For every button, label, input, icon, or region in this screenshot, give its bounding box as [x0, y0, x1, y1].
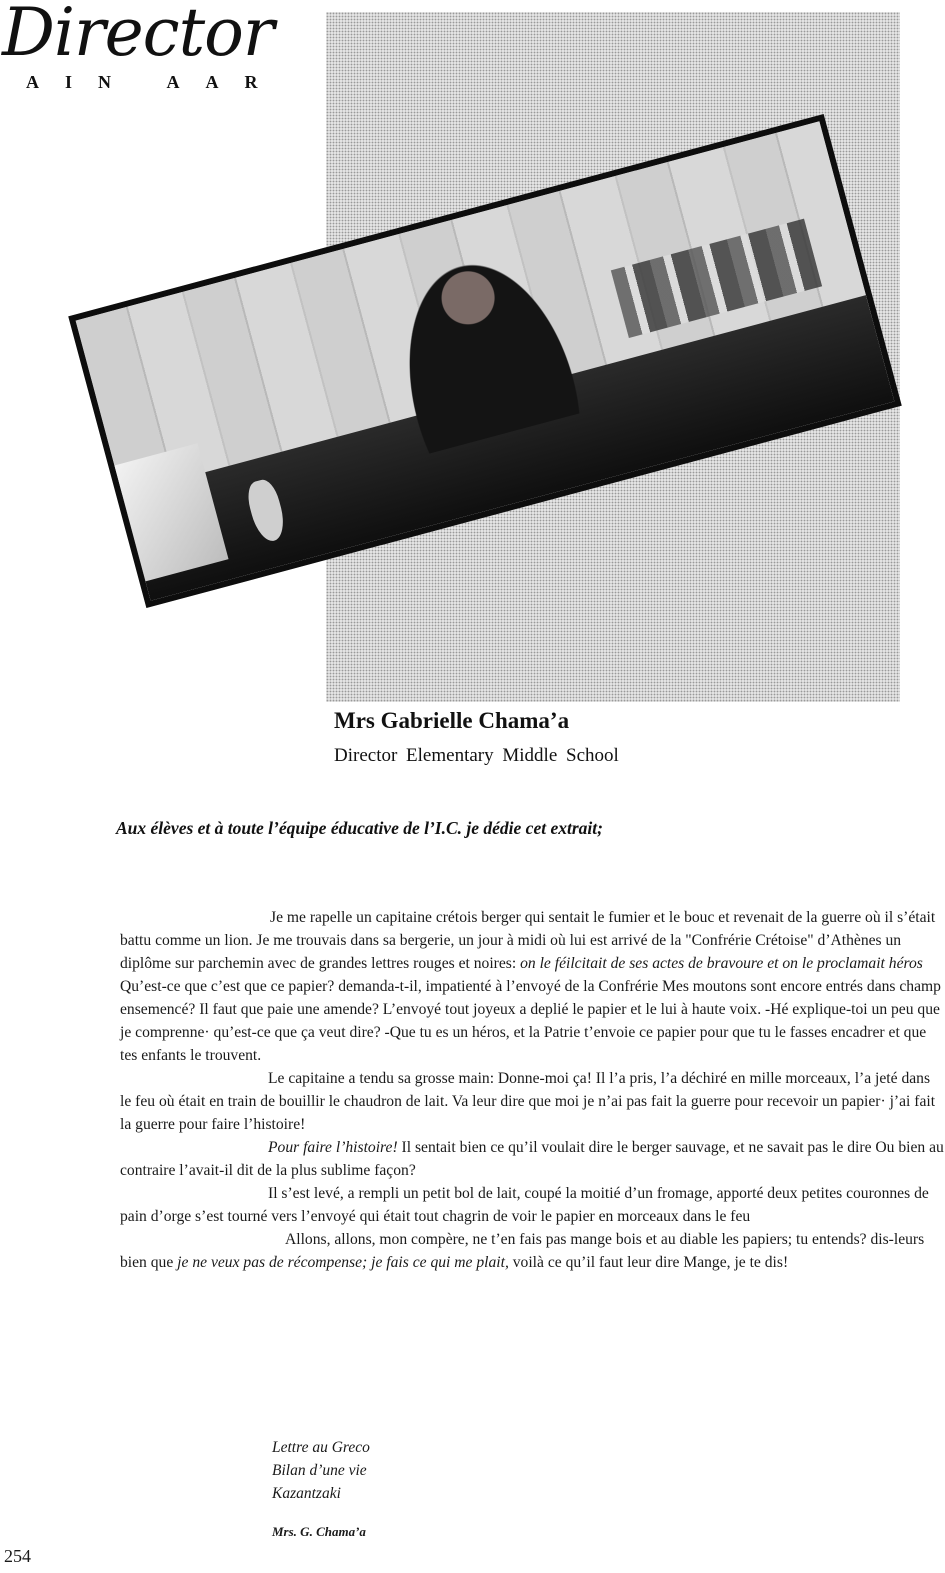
page-title: Director — [2, 0, 274, 71]
paragraph-3-quote: Pour faire l’histoire! — [268, 1139, 398, 1156]
source-citation — [272, 1436, 370, 1505]
source-line-2: Bilan d’une vie — [272, 1462, 367, 1479]
paragraph-2: Le capitaine a tendu sa grosse main: Donne-moi ça! Il l’a pris, l’a déchiré en mille morceaux, l’a jeté dans le feu où était en train de bouillir le chaudron de lait. Va leur dire que moi je n’ai pas fait la guerre pour recevoir un papier· j’ai fait la guerre pour faire l’histoire! — [120, 1070, 936, 1133]
paragraph-5-part-a: Allons, allons, mon compère, ne t’en fais pas mange bois et au diable les papiers; tu entends? dis-leurs bien que — [120, 1231, 925, 1271]
page-number: 254 — [4, 1546, 31, 1566]
director-role: Director Elementary Middle School — [334, 745, 619, 766]
body-text — [120, 906, 944, 1274]
paragraph-1-part-b: Qu’est-ce que c’est que ce papier? demanda-t-il, impatienté à l’envoyé de la Confrérie Mes moutons sont encore entrés dans champ ensemencé? Il faut que paie une amende? L’envoyé tout joyeux a deplié le papier et le lui à haute voix. -Hé explique-toi un peu que je comprenne· qu’est-ce que ça veut dire? -Que tu es un héros, et la Patrie t’envoie ce papier pour que tu le fasses encadrer et que tes enfants le trouvent. — [120, 978, 941, 1064]
paragraph-5-part-b: voilà ce qu’il faut leur dire Mange, je te dis! — [508, 1254, 789, 1271]
paragraph-5-quote: je ne veux pas de récompense; je fais ce qui me plait, — [177, 1254, 509, 1271]
paragraph-1 — [120, 906, 944, 1067]
source-line-3: Kazantzaki — [272, 1485, 341, 1502]
paragraph-1-quote: on le féilcitait de ses actes de bravoure et on le proclamait héros — [520, 955, 923, 972]
paragraph-1-part-a: Je me rapelle un capitaine crétois berger qui sentait le fumier et le bouc et revenait de la guerre où il s’était battu comme un lion. Je me trouvais dans sa bergerie, un jour à midi où lui est arrivé de la "Confrérie Crétoise" d’Athènes un diplôme sur parchemin avec de grandes lettres rouges et noires: — [120, 909, 936, 972]
director-name: Mrs Gabrielle Chama’a — [334, 708, 570, 733]
paragraph-4: Il s’est levé, a rempli un petit bol de lait, coupé la moitié d’un fromage, apporté deux petites couronnes de pain d’orge s’est tourné vers l’envoyé qui était tout chagrin de voir le papier en morceaux dans le feu — [120, 1185, 929, 1225]
author-signature: Mrs. G. Chama’a — [272, 1524, 366, 1539]
paragraph-3 — [120, 1136, 944, 1182]
paragraph-5 — [120, 1228, 944, 1274]
dedication: Aux élèves et à toute l’équipe éducative de l’I.C. je dédie cet extrait; — [116, 818, 603, 838]
source-line-1: Lettre au Greco — [272, 1439, 370, 1456]
paragraph-3-rest: Il sentait bien ce qu’il voulait dire le berger sauvage, et ne savait pas le dire Ou bien au contraire l’avait-il dit de la plus sublime façon? — [120, 1139, 944, 1179]
page-subtitle: AIN AAR — [26, 72, 284, 92]
